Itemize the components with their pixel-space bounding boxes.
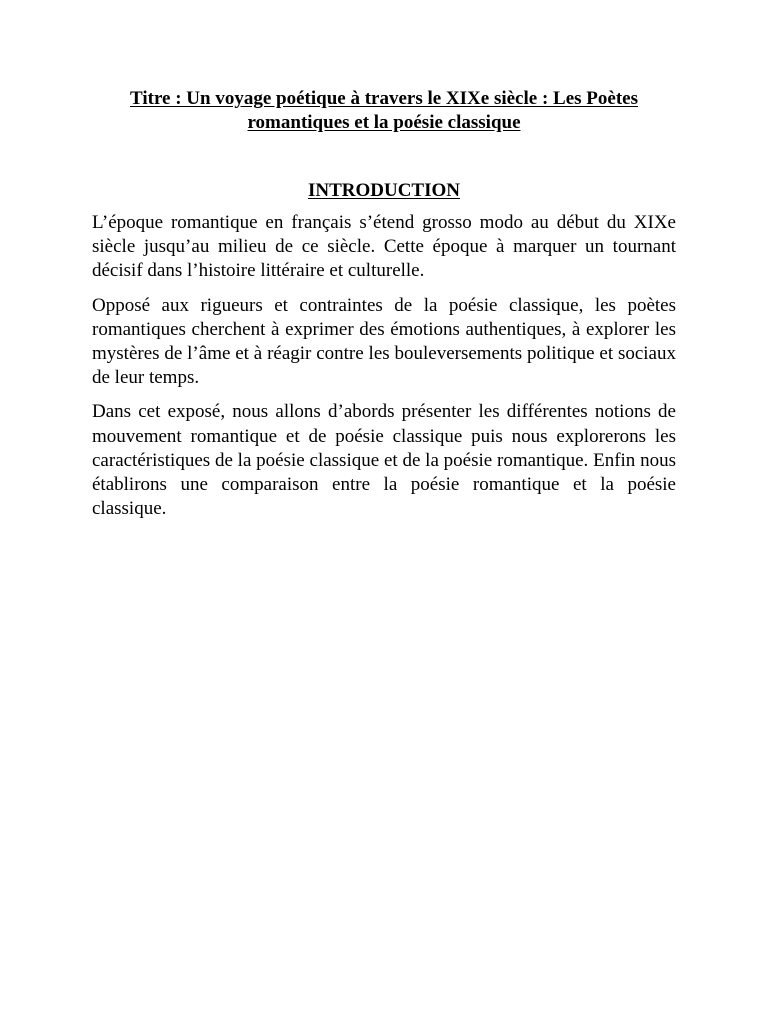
- paragraph: L’époque romantique en français s’étend grosso modo au début du XIXe siècle jusqu’au milieu de ce siècle. Cette époque à marquer un tournant décisif dans l’histoire littéraire et culturelle.: [92, 212, 676, 282]
- section-heading-introduction: INTRODUCTION: [307, 180, 461, 201]
- document-page: [92, 87, 676, 521]
- paragraph: Dans cet exposé, nous allons d’abords présenter les différentes notions de mouvement romantique et de poésie classique puis nous explorerons les caractéristiques de la poésie classique et de la poésie romantique. Enfin nous établirons une comparaison entre la poésie romantique et la poésie classique.: [92, 401, 676, 520]
- paragraph: Opposé aux rigueurs et contraintes de la poésie classique, les poètes romantiques cherchent à exprimer des émotions authentiques, à explorer les mystères de l’âme et à réagir contre les bouleversements politique et sociaux de leur temps.: [92, 294, 676, 389]
- document-title: Titre : Un voyage poétique à travers le XIXe siècle : Les Poètes romantiques et la poésie classique: [130, 88, 638, 133]
